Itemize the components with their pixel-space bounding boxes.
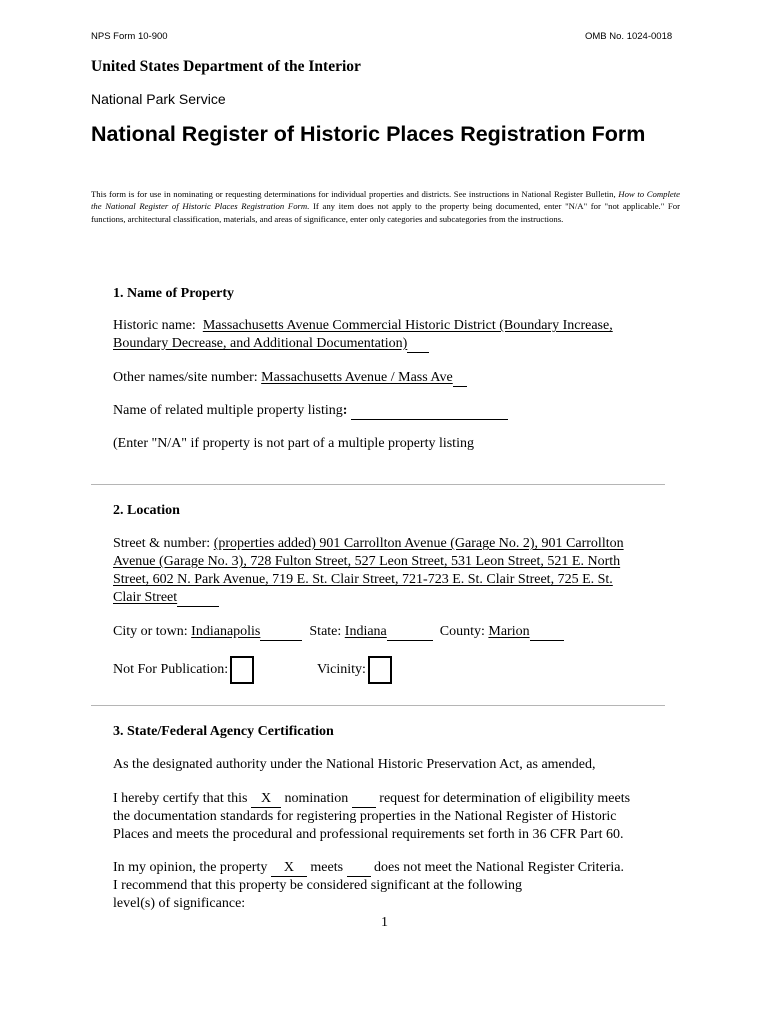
section-divider (91, 705, 665, 706)
related-listing-label: Name of related multiple property listing (113, 403, 343, 418)
street-row-3 (113, 572, 613, 588)
request-mark[interactable] (352, 791, 376, 808)
city-blank (260, 624, 302, 641)
certify-row (113, 791, 630, 808)
related-listing-colon: : (342, 403, 348, 418)
other-names-label: Other names/site number: (113, 370, 258, 385)
historic-name-value-cont[interactable]: Boundary Decrease, and Additional Documentation) (113, 336, 408, 351)
state-blank (387, 624, 433, 641)
related-listing-note: (Enter "N/A" if property is not part of a multiple property listing (113, 436, 474, 451)
vicinity-label: Vicinity: (317, 662, 366, 678)
does-not-meet-mark[interactable] (347, 860, 371, 877)
not-for-publication-label: Not For Publication: (113, 662, 229, 678)
street-row-2 (113, 554, 620, 570)
section-3-heading: 3. State/Federal Agency Certification (113, 724, 334, 739)
street-value-cont-2[interactable]: Street, 602 N. Park Avenue, 719 E. St. Clair Street, 721-723 E. St. Clair Street, 725 E. St. (113, 572, 613, 587)
historic-name-blank (407, 336, 429, 353)
street-label: Street & number: (113, 536, 211, 551)
meets-label: meets (310, 860, 344, 875)
page-number: 1 (381, 915, 388, 930)
related-listing-field[interactable] (351, 403, 508, 420)
section-2-heading: 2. Location (113, 503, 180, 518)
opinion-prefix: In my opinion, the property (113, 860, 268, 875)
street-blank (177, 590, 219, 607)
state-value[interactable]: Indiana (344, 624, 387, 639)
not-for-publication-row (113, 656, 254, 684)
instructions-bulletin-title: How to Complete the National Register of Historic Places Registration Form. (91, 189, 680, 212)
significance-level-line: level(s) of significance: (113, 896, 246, 911)
instructions-text-1: This form is for use in nominating or requesting determinations for individual properties and districts. See instructions in National Register Bulletin, (91, 189, 619, 199)
does-not-meet-label: does not meet the National Register Criteria. (374, 860, 625, 875)
page-title: National Register of Historic Places Registration Form (91, 122, 646, 146)
form-number: NPS Form 10-900 (91, 31, 168, 42)
department-name: United States Department of the Interior (91, 58, 361, 75)
recommend-line: I recommend that this property be considered significant at the following (113, 878, 522, 893)
county-blank (530, 624, 564, 641)
historic-name-row-2 (113, 336, 429, 353)
other-names-blank (453, 370, 467, 387)
certify-line-2: the documentation standards for registering properties in the National Register of Historic (113, 809, 617, 824)
other-names-value[interactable]: Massachusetts Avenue / Mass Ave (261, 370, 453, 385)
authority-statement: As the designated authority under the National Historic Preservation Act, as amended, (113, 757, 596, 772)
other-names-row (113, 370, 467, 387)
service-name: National Park Service (91, 91, 226, 107)
nomination-label: nomination (284, 791, 349, 806)
certify-prefix: I hereby certify that this (113, 791, 248, 806)
certify-line-3: Places and meets the procedural and professional requirements set forth in 36 CFR Part 60. (113, 827, 624, 842)
section-1-heading: 1. Name of Property (113, 286, 235, 301)
vicinity-row (317, 656, 392, 684)
request-label: request for determination of eligibility meets (379, 791, 631, 806)
street-value-cont-1[interactable]: Avenue (Garage No. 3), 728 Fulton Street, 527 Leon Street, 531 Leon Street, 521 E. North (113, 554, 621, 569)
historic-name-row (113, 318, 613, 334)
nomination-mark[interactable]: X (251, 791, 281, 808)
street-value-cont-3[interactable]: Clair Street (113, 590, 178, 605)
related-listing-row (113, 403, 508, 420)
section-divider (91, 484, 665, 485)
historic-name-label: Historic name: (113, 318, 196, 333)
instructions-text-2: If any item does not apply to the property being documented, enter "N/A" for "not applicable." For functions, architectural classification, materials, and areas of significance, enter only categories and subcategories from the instructions. (91, 201, 680, 224)
vicinity-checkbox[interactable] (368, 656, 392, 684)
omb-number: OMB No. 1024-0018 (585, 31, 673, 42)
city-value[interactable]: Indianapolis (191, 624, 261, 639)
county-label: County: (439, 624, 485, 639)
street-value[interactable]: (properties added) 901 Carrollton Avenue (Garage No. 2), 901 Carrollton (213, 536, 624, 551)
meets-mark[interactable]: X (271, 860, 307, 877)
historic-name-value[interactable]: Massachusetts Avenue Commercial Historic District (Boundary Increase, (202, 318, 613, 333)
state-label: State: (309, 624, 342, 639)
street-row (113, 536, 624, 552)
opinion-row (113, 860, 624, 877)
instructions-paragraph (91, 188, 680, 225)
county-value[interactable]: Marion (488, 624, 530, 639)
street-row-4 (113, 590, 219, 607)
city-state-county-row (113, 624, 564, 641)
not-for-publication-checkbox[interactable] (230, 656, 254, 684)
city-label: City or town: (113, 624, 188, 639)
